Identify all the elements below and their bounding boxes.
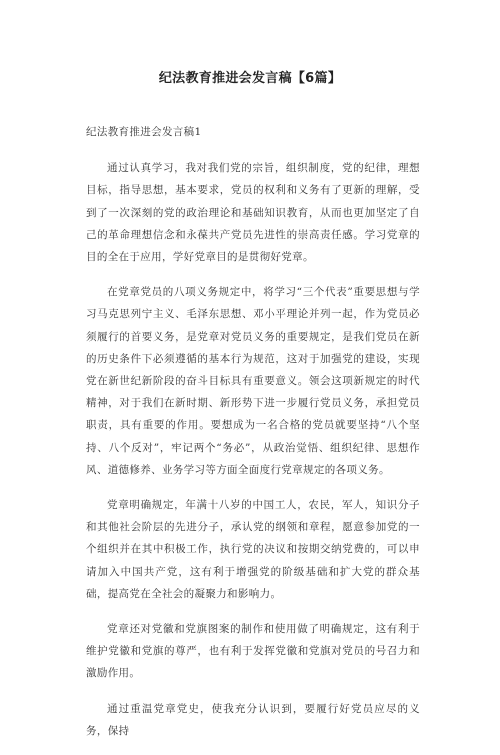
section-heading: 纪法教育推进会发言稿1 [86,126,202,138]
paragraph: 党章明确规定，年满十八岁的中国工人，农民，军人，知识分子和其他社会阶层的先进分子，承认党的纲领和章程，愿意参加党的一个组织并在其中积极工作，执行党的决议和按期交纳党费的，可以申请加入中国共产党，这有利于增强党的阶级基础和扩大党的群众基础，提高党在全社会的凝聚力和影响力。 [86,499,420,600]
paragraph: 党章还对党徽和党旗图案的制作和使用做了明确规定，这有利于维护党徽和党旗的尊严，也有利于发挥党徽和党旗对党员的号召力和激励作用。 [86,623,420,680]
paragraph: 通过认真学习，我对我们党的宗旨，组织制度，党的纪律，理想目标，指导思想，基本要求，党员的权利和义务有了更新的理解，受到了一次深刻的党的政治理论和基础知识教育，从而也更加坚定了自己的革命理想信念和永葆共产党员先进性的崇高责任感。学习党章的目的全在于应用，学好党章目的是贯彻好党章。 [86,162,420,264]
paragraph: 在党章党员的八项义务规定中，将学习“三个代表”重要思想与学习马克思列宁主义、毛泽东思想、邓小平理论并列一起，作为党员必须履行的首要义务，是党章对党员义务的重要规定，是我们党员在新的历史条件下必须遵循的基本行为规范，这对于加强党的建设，实现党在新世纪新阶段的奋斗目标具有重要意义。领会这项新规定的时代精神，对于我们在新时期、新形势下进一步履行党员义务，承担党员职责，具有重要的作用。要想成为一名合格的党员就要坚持“八个坚持、八个反对”，牢记两个“务必”，从政治觉悟、组织纪律、思想作风、道德修养、业务学习等方面全面度行党章规定的各项义务。 [86,286,420,476]
paragraph: 通过重温党章党史，使我充分认识到，要履行好党员应尽的义务，保持 [86,702,420,737]
document-title: 纪法教育推进会发言稿【6篇】 [158,71,342,86]
document-body [86,121,420,755]
